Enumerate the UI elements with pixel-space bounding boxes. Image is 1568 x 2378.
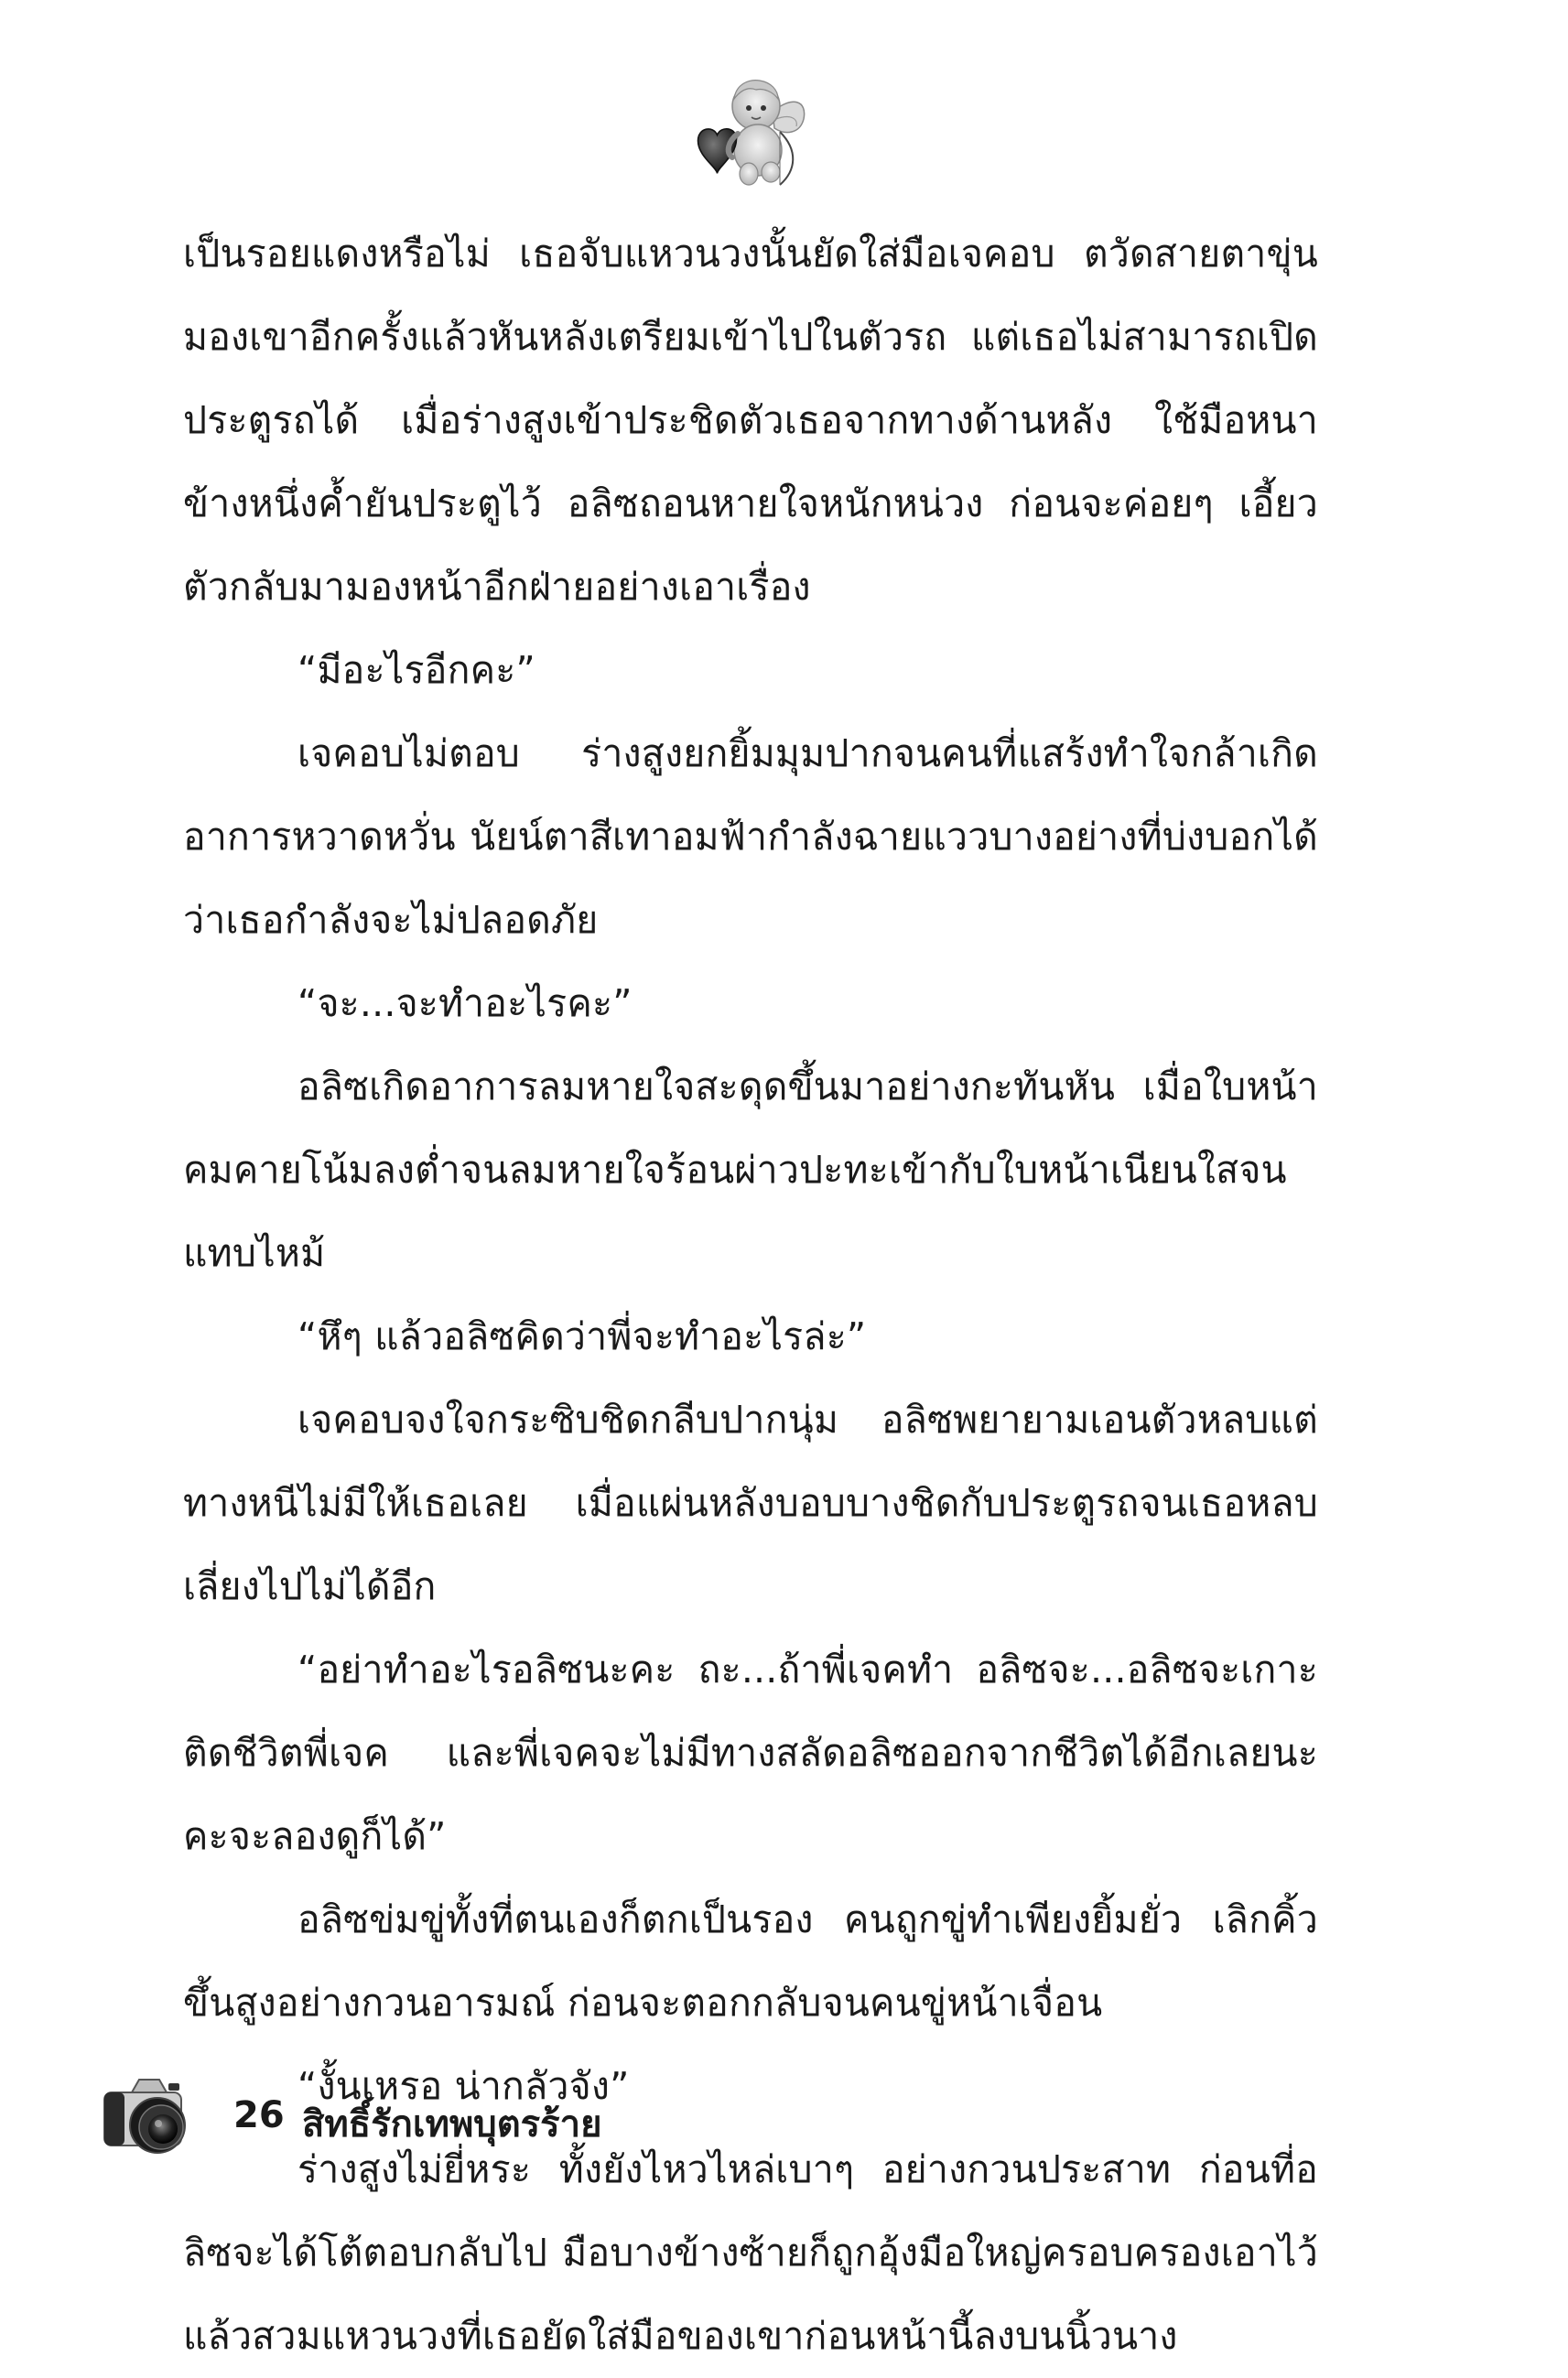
camera-icon — [101, 2074, 201, 2158]
paragraph: เจคอบไม่ตอบ ร่างสูงยกยิ้มมุมปากจนคนที่แสร้งทำใจกล้าเกิดอาการหวาดหวั่น นัยน์ตาสีเทาอมฟ้ากำลังฉายแววบางอย่างที่บ่งบอกได้ว่าเธอกำลังจะไม่ปลอดภัย — [183, 731, 1318, 942]
dialog-line: “หึๆ แล้วอลิซคิดว่าพี่จะทำอะไรล่ะ” — [297, 1314, 867, 1358]
cupid-heart-icon — [685, 68, 813, 196]
paragraph: เป็นรอยแดงหรือไม่ เธอจับแหวนวงนั้นยัดใส่มือเจคอบ ตวัดสายตาขุ่นมองเขาอีกครั้งแล้วหันหลังเตรียมเข้าไปในตัวรถ แต่เธอไม่สามารถเปิดประตูรถได้ เมื่อร่างสูงเข้าประชิดตัวเธอจากทางด้านหลัง ใช้มือหนาข้างหนึ่งค้ำยันประตูไว้ อลิซถอนหายใจหนักหน่วง ก่อนจะค่อยๆ เอี้ยวตัวกลับมามองหน้าอีกฝ่ายอย่างเอาเรื่อง — [183, 232, 1318, 609]
page-number: 26 — [233, 2094, 285, 2136]
book-title: สิทธิ์รักเทพบุตรร้าย — [302, 2103, 602, 2146]
paragraph: เจคอบจงใจกระซิบชิดกลีบปากนุ่ม อลิซพยายามเอนตัวหลบแต่ทางหนีไม่มีให้เธอเลย เมื่อแผ่นหลังบอบบางชิดกับประตูรถจนเธอหลบเลี่ยงไปไม่ได้อีก — [183, 1398, 1318, 1608]
dialog-line: “งั้นเหรอ น่ากลัวจัง” — [297, 2064, 630, 2108]
dialog-line: “จะ...จะทำอะไรคะ” — [297, 981, 633, 1025]
paragraph: ร่างสูงไม่ยี่หระ ทั้งยังไหวไหล่เบาๆ อย่างกวนประสาท ก่อนที่อลิซจะได้โต้ตอบกลับไป มือบางข้างซ้ายก็ถูกอุ้งมือใหญ่ครอบครองเอาไว้ แล้วสวมแหวนวงที่เธอยัดใส่มือของเขาก่อนหน้านี้ลงบนนิ้วนาง — [183, 2147, 1318, 2358]
paragraph: อลิซเกิดอาการลมหายใจสะดุดขึ้นมาอย่างกะทันหัน เมื่อใบหน้าคมคายโน้มลงต่ำจนลมหายใจร้อนผ่าวปะทะเข้ากับใบหน้าเนียนใสจนแทบไหม้ — [183, 1065, 1318, 1275]
page-footer — [101, 2067, 833, 2177]
dialog-line: “มีอะไรอีกคะ” — [297, 648, 535, 692]
paragraph: อลิซข่มขู่ทั้งที่ตนเองก็ตกเป็นรอง คนถูกขู่ทำเพียงยิ้มยั่ว เลิกคิ้วขึ้นสูงอย่างกวนอารมณ์ ก่อนจะตอกกลับจนคนขู่หน้าเจื่อน — [183, 1897, 1318, 2025]
body-text — [183, 212, 1318, 2378]
dialog-line: “อย่าทำอะไรอลิซนะคะ ถะ...ถ้าพี่เจคทำ อลิซจะ...อลิซจะเกาะติดชีวิตพี่เจค และพี่เจคจะไม่มีทางสลัดอลิซออกจากชีวิตได้อีกเลยนะคะจะลองดูก็ได้” — [183, 1648, 1318, 1858]
